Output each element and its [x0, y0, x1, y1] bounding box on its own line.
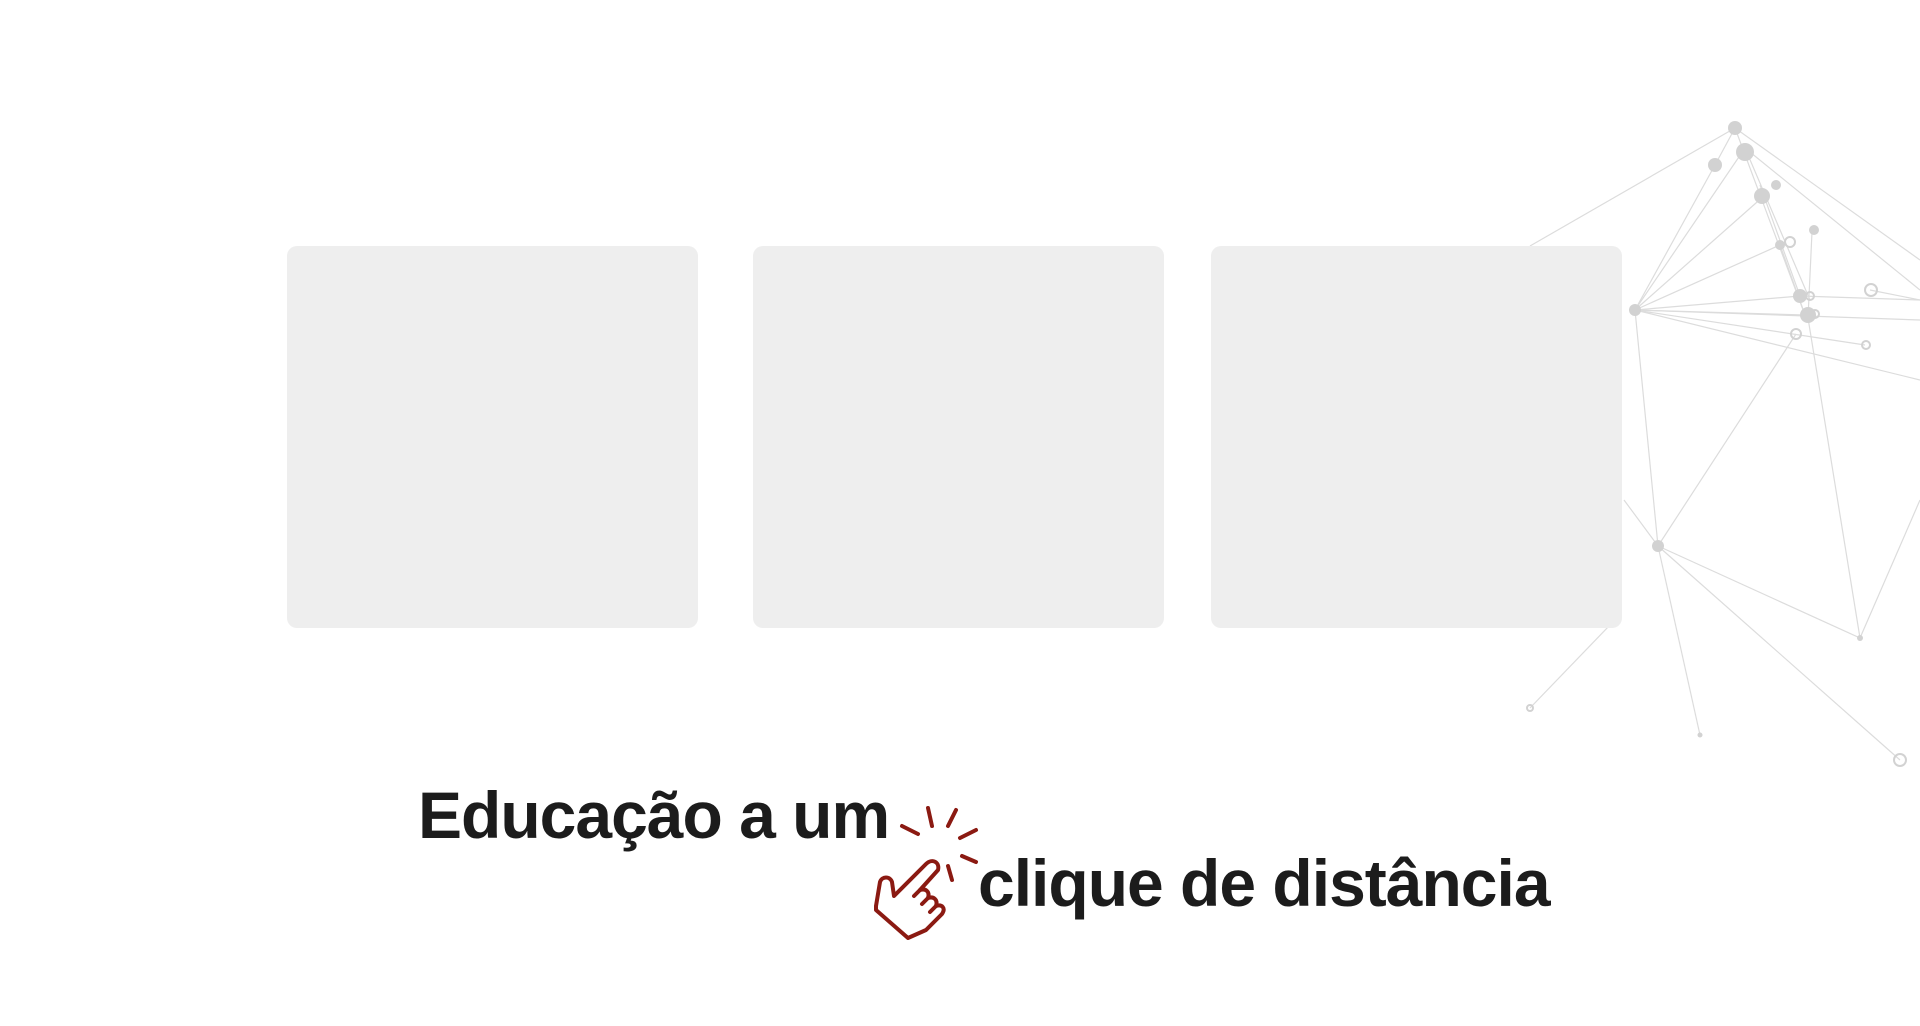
tagline-line2: clique de distância — [978, 846, 1550, 920]
tagline-line1: Educação a um — [418, 778, 890, 852]
pointing-hand-click-icon — [870, 800, 982, 940]
